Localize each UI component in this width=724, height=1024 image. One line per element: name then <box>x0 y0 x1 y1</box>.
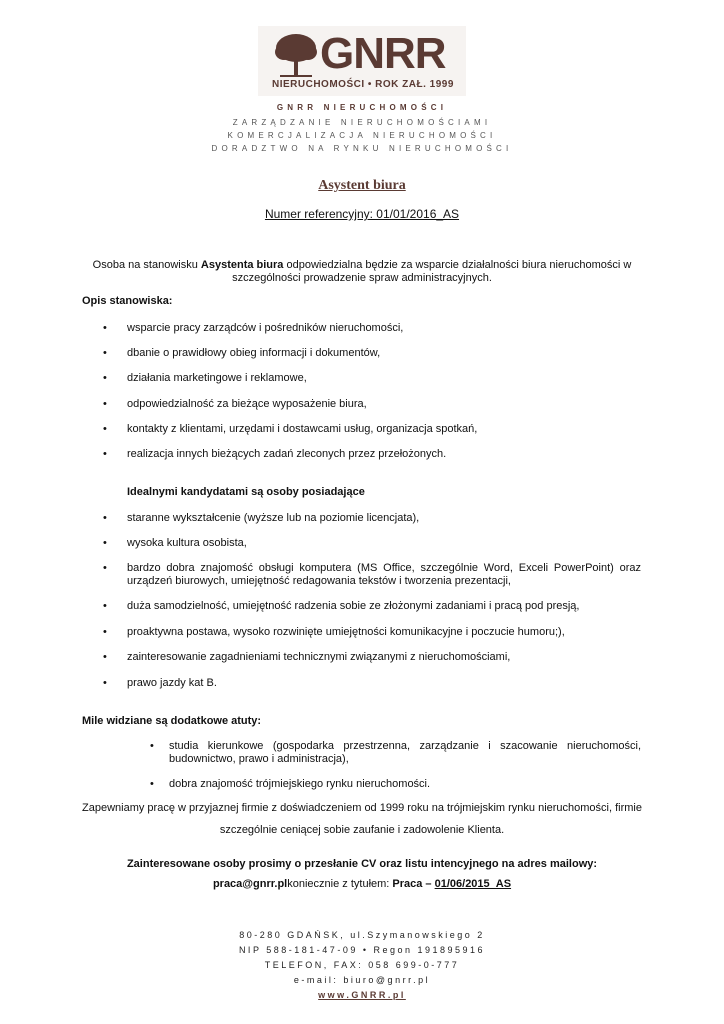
intro-text-start: Osoba na stanowisku <box>92 259 201 271</box>
requirement-item: prawo jazdy kat B. <box>127 677 217 689</box>
footer-website-link[interactable]: www.GNRR.pl <box>318 990 406 1000</box>
offer-paragraph: Zapewniamy pracę w przyjaznej firmie z doświadczeniem od 1999 roku na trójmiejskim rynku nieruchomości, firmie szczególnie ceniącej sobie zaufanie i zadowolenie Klienta. <box>82 802 642 836</box>
footer-address: 80-280 GDAŃSK, ul.Szymanowskiego 2 <box>239 930 485 940</box>
bullet: • <box>103 512 107 524</box>
duty-item: kontakty z klientami, urzędami i dostawcami usług, organizacja spotkań, <box>127 423 478 435</box>
requirement-item: duża samodzielność, umiejętność radzenia sobie ze złożonymi zadaniami i pracą pod presją, <box>127 600 580 612</box>
header-service-2: KOMERCJALIZACJA NIERUCHOMOŚCI <box>227 131 497 140</box>
application-email-link[interactable]: praca@gnrr.pl <box>212 878 288 890</box>
intro-text-end: odpowiedzialna będzie za wsparcie działalności biura nieruchomości w szczególności prowadzenie spraw administracyjnych. <box>232 259 632 284</box>
duty-item: wsparcie pracy zarządców i pośredników nieruchomości, <box>127 322 404 334</box>
bullet: • <box>103 651 107 663</box>
intro-position: Asystenta biura <box>200 259 284 271</box>
bullet: • <box>103 322 107 334</box>
requirement-item: proaktywna postawa, wysoko rozwinięte umiejętności komunikacyjne i poczucie humoru;), <box>127 626 565 638</box>
bullet: • <box>103 423 107 435</box>
requirement-item: bardzo dobra znajomość obsługi komputera (MS Office, szczególnie Word, Exceli PowerPoint) oraz urządzeń biurowych, umiejętność redagowania tekstów i tworzenia prezentacji, <box>127 562 641 587</box>
bullet: • <box>150 778 154 790</box>
requirement-item: zainteresowanie zagadnieniami technicznymi związanymi z nieruchomościami, <box>127 651 511 663</box>
bullet: • <box>103 626 107 638</box>
requirement-item: staranne wykształcenie (wyższe lub na poziomie licencjata), <box>127 512 420 524</box>
tree-icon <box>274 32 318 78</box>
cta-subject-note: koniecznie z tytułem: <box>287 878 393 890</box>
bullet: • <box>103 677 107 689</box>
header-service-3: DORADZTWO NA RYNKU NIERUCHOMOŚCI <box>211 144 513 153</box>
bullet: • <box>103 347 107 359</box>
bullet: • <box>103 398 107 410</box>
extra-item: studia kierunkowe (gospodarka przestrzenna, zarządzanie i szacowanie nieruchomości, budownictwo, prawo i administracja), <box>169 740 641 765</box>
cta-subject-label: Praca – <box>392 878 435 890</box>
cta-subject-code: 01/06/2015_AS <box>434 878 512 890</box>
cta-email-line <box>0 878 724 890</box>
requirements-heading: Idealnymi kandydatami są osoby posiadające <box>127 486 365 498</box>
footer-ids: NIP 588-181-47-09 • Regon 191895916 <box>238 945 486 955</box>
job-title: Asystent biura <box>318 178 406 193</box>
footer-phone: TELEFON, FAX: 058 699-0-777 <box>264 960 460 970</box>
cta-line: Zainteresowane osoby prosimy o przesłanie CV oraz listu intencyjnego na adres mailowy: <box>126 858 598 870</box>
duty-item: odpowiedzialność za bieżące wyposażenie biura, <box>127 398 367 410</box>
extras-heading: Mile widziane są dodatkowe atuty: <box>82 715 262 727</box>
footer-email: e-mail: biuro@gnrr.pl <box>293 975 431 985</box>
intro-paragraph <box>82 259 642 285</box>
duties-heading: Opis stanowiska: <box>82 295 173 307</box>
requirement-item: wysoka kultura osobista, <box>127 537 247 549</box>
bullet: • <box>103 448 107 460</box>
duty-item: realizacja innych bieżących zadań zleconych przez przełożonych. <box>127 448 447 460</box>
duty-item: dbanie o prawidłowy obieg informacji i dokumentów, <box>127 347 381 359</box>
extra-item: dobra znajomość trójmiejskiego rynku nieruchomości. <box>169 778 431 790</box>
logo-brand: GNRR <box>320 29 446 78</box>
logo-tagline: NIERUCHOMOŚCI • ROK ZAŁ. 1999 <box>272 79 454 90</box>
duty-item: działania marketingowe i reklamowe, <box>127 372 307 384</box>
bullet: • <box>150 740 154 752</box>
bullet: • <box>103 600 107 612</box>
bullet: • <box>103 372 107 384</box>
company-logo <box>258 26 466 96</box>
reference-number: Numer referencyjny: 01/01/2016_AS <box>264 207 460 221</box>
header-company: GNRR NIERUCHOMOŚCI <box>276 103 448 112</box>
bullet: • <box>103 562 107 574</box>
header-service-1: ZARZĄDZANIE NIERUCHOMOŚCIAMI <box>232 118 492 127</box>
bullet: • <box>103 537 107 549</box>
